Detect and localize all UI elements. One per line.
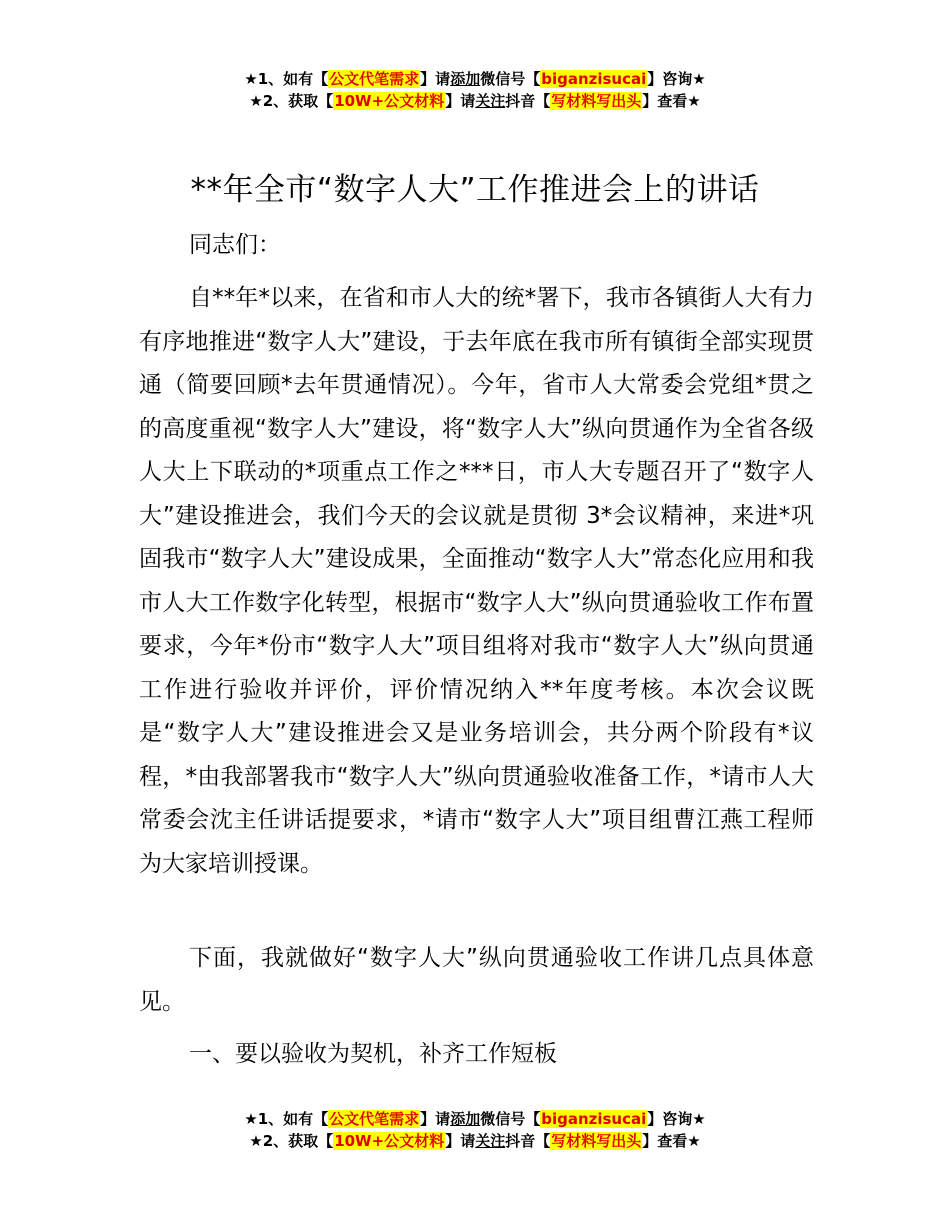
promo-line-1: [0, 68, 950, 90]
promo-line-1: [0, 1108, 950, 1130]
promo-text: ★1、如有【: [244, 1110, 329, 1128]
promo-text: 】查看★: [642, 1132, 701, 1150]
promo-underlined: 添加: [450, 1110, 481, 1128]
paragraph-1: 自**年*以来，在省和市人大的统*署下，我市各镇街人大有力有序地推进“数字人大”建设，于去年底在我市所有镇街全部实现贯通（简要回顾*去年贯通情况）。今年，省市人大常委会党组*贯之的高度重视“数字人大”建设，将“数字人大”纵向贯通作为全省各级人大上下联动的*项重点工作之***日，市人大专题召开了“数字人大”建设推进会，我们今天的会议就是贯彻 3*会议精神，来进*巩固我市“数字人大”建设成果，全面推动“数字人大”常态化应用和我市人大工作数字化转型，根据市“数字人大”纵向贯通验收工作布置要求，今年*份市“数字人大”项目组将对我市“数字人大”纵向贯通工作进行验收并评价，评价情况纳入**年度考核。本次会议既是“数字人大”建设推进会又是业务培训会，共分两个阶段有*议程，*由我部署我市“数字人大”纵向贯通验收准备工作，*请市人大常委会沈主任讲话提要求，*请市“数字人大”项目组曹江燕工程师为大家培训授课。: [139, 285, 814, 877]
promo-text: 】请: [445, 92, 476, 110]
promo-text: 抖音【: [505, 92, 551, 110]
section-heading-1: 一、要以验收为契机，补齐工作短板: [189, 1041, 557, 1067]
promo-text: ★2、获取【: [249, 1132, 334, 1150]
salutation: 同志们：: [189, 232, 281, 258]
promo-highlight: 公文代笔需求: [329, 1110, 420, 1128]
document-title: **年全市“数字人大”工作推进会上的讲话: [190, 172, 760, 208]
promo-highlight: 写材料写出头: [551, 1132, 642, 1150]
promo-underlined: 添加: [450, 70, 481, 88]
promo-highlight: 10W+公文材料: [334, 1132, 445, 1150]
promo-highlight: 写材料写出头: [551, 92, 642, 110]
promo-text: 】查看★: [642, 92, 701, 110]
promo-text: 】请: [445, 1132, 476, 1150]
footer-promo-banner: [0, 1108, 950, 1152]
promo-highlight: biganzisucai: [541, 70, 647, 88]
promo-text: 】请: [420, 1110, 451, 1128]
paragraph-2: 下面，我就做好“数字人大”纵向贯通验收工作讲几点具体意见。: [139, 945, 814, 1015]
promo-text: 抖音【: [505, 1132, 551, 1150]
promo-line-2: [0, 90, 950, 112]
promo-text: 微信号【: [480, 1110, 541, 1128]
header-promo-banner: [0, 68, 950, 112]
promo-underlined: 关注: [475, 92, 506, 110]
promo-highlight: 公文代笔需求: [329, 70, 420, 88]
promo-text: 】咨询★: [647, 1110, 706, 1128]
promo-text: 】请: [420, 70, 451, 88]
promo-text: 微信号【: [480, 70, 541, 88]
promo-highlight: 10W+公文材料: [334, 92, 445, 110]
promo-text: ★2、获取【: [249, 92, 334, 110]
promo-text: 】咨询★: [647, 70, 706, 88]
promo-highlight: biganzisucai: [541, 1110, 647, 1128]
promo-line-2: [0, 1130, 950, 1152]
promo-text: ★1、如有【: [244, 70, 329, 88]
promo-underlined: 关注: [475, 1132, 506, 1150]
